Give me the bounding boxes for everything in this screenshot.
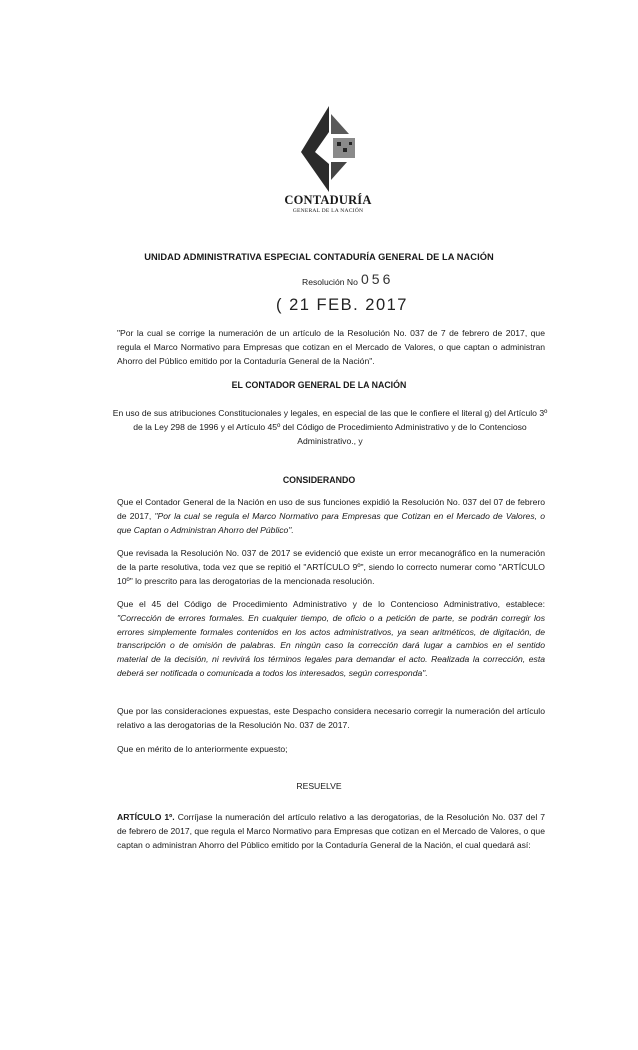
considerando-1-text: Que el Contador General de la Nación en uso de sus funciones expidió la Resolución No. 037 del 07 de febrero de 2017, [117,497,545,521]
attributions-paragraph: En uso de sus atribuciones Constitucionales y legales, en especial de las que le confiere el literal g) del Artículo 3º de la Ley 298 de 1996 y el Artículo 45º del Código de Procedimiento Administrativo y de lo Contencioso Administrativo., y [112,408,548,446]
articulo-1-label: ARTÍCULO 1º. [117,812,175,822]
logo-name: CONTADURÍA [284,193,372,207]
considerando-paragraph-4: Que por las consideraciones expuestas, este Despacho considera necesario corregir la numeración del artículo relativo a las derogatorias de la Resolución No. 037 de 2017. [117,706,545,730]
considerando-paragraph-3 [117,598,545,681]
resolution-title: "Por la cual se corrige la numeración de un artículo de la Resolución No. 037 de 7 de febrero de 2017, que regula el Marco Normativo para Empresas que cotizan en el Mercado de Valores, o que captan o administran Ahorro del Público emitido por la Contaduría General de la Nación". [117,328,545,366]
considerando-3-text: Que el 45 del Código de Procedimiento Administrativo y de lo Contencioso Administrativo, establece: [117,599,545,609]
resolution-label: Resolución No [302,277,358,287]
logo-subtitle: GENERAL DE LA NACIÓN [292,208,364,214]
resolution-date: ( 21 FEB. 2017 [276,296,408,314]
resuelve-heading: RESUELVE [296,781,342,791]
contaduria-emblem-icon [293,104,363,192]
considerando-1-quote: "Por la cual se regula el Marco Normativo para Empresas que Cotizan en el Mercado de Valores, o que Captan o Administran Ahorro del Público". [117,510,545,535]
signatory-heading: EL CONTADOR GENERAL DE LA NACIÓN [231,380,407,390]
agency-title: UNIDAD ADMINISTRATIVA ESPECIAL CONTADURÍA GENERAL DE LA NACIÓN [144,252,494,262]
considerando-paragraph-1 [117,496,545,537]
articulo-1-text: Corríjase la numeración del artículo relativo a las derogatorias, de la Resolución No. 037 del 7 de febrero de 2017, que regula el Marco Normativo para Empresas que cotizan en el Mercado de Valores, o que captan o administran Ahorro del Público emitido por la Contaduría General de la Nación, el cual quedará así: [117,812,545,850]
considerando-paragraph-2: Que revisada la Resolución No. 037 de 2017 se evidenció que existe un error mecanográfico en la numeración de la parte resolutiva, toda vez que se repitió el "ARTÍCULO 9º", siendo lo correcto numerar como "ARTÍCULO 10º" lo prescrito para las derogatorias de la mencionada resolución. [117,548,545,586]
resolution-number: 056 [361,271,394,287]
considerando-3-quote: "Corrección de errores formales. En cualquier tiempo, de oficio o a petición de parte, se podrán corregir los errores simplemente formales contenidos en los actos administrativos, ya sean aritméticos, de digitación, de transcripción o de omisión de palabras. En ningún caso la corrección dará lugar a cambios en el sentido material de la decisión, ni revivirá los términos legales para demandar el acto. Realizada la corrección, esta deberá ser notificada o comunicada a todos los interesados, según corresponda". [117,612,545,678]
contaduria-logo [282,104,374,216]
considerando-heading: CONSIDERANDO [282,475,356,485]
articulo-1-paragraph [117,811,545,852]
considerando-paragraph-5: Que en mérito de lo anteriormente expuesto; [117,744,288,754]
